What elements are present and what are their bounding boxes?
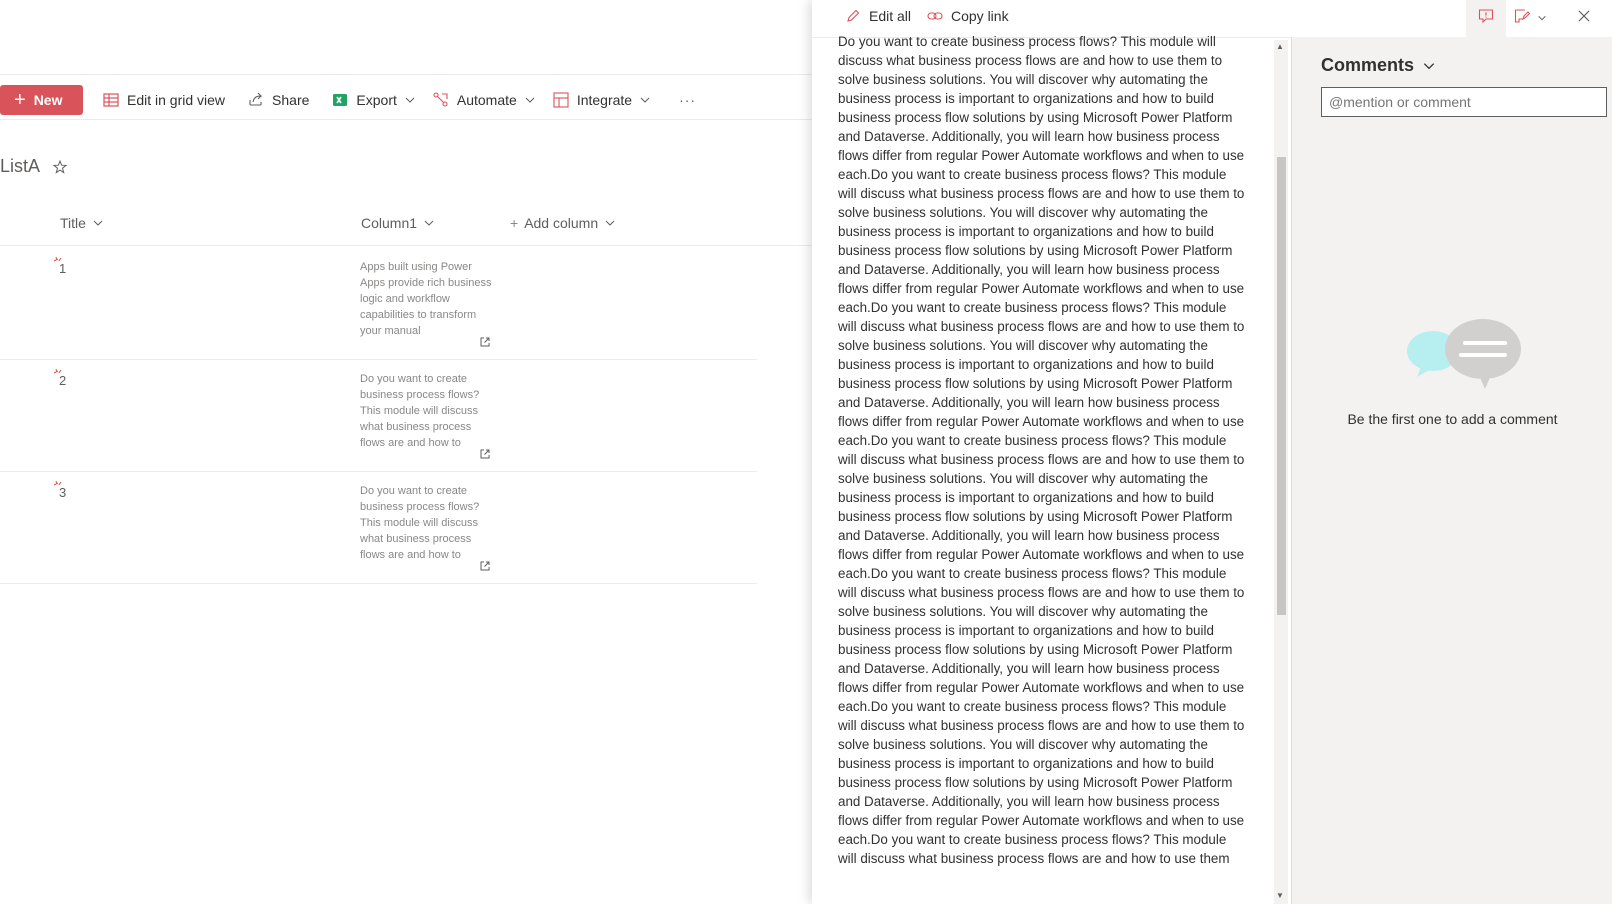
more-commands-button[interactable] <box>679 84 696 116</box>
automate-label: Automate <box>456 92 517 108</box>
scroll-down-arrow[interactable]: ▼ <box>1276 891 1284 900</box>
row-column1-cell: Do you want to create business process flows? This module will discuss what business process flows are and how to <box>360 373 480 449</box>
share-button[interactable] <box>248 84 309 116</box>
scrollbar-thumb[interactable] <box>1277 157 1286 615</box>
row-title: 1 <box>59 261 67 276</box>
empty-comments-text: Be the first one to add a comment <box>1347 411 1558 427</box>
table-row[interactable] <box>0 359 757 472</box>
column-header-label: Column1 <box>361 215 418 231</box>
comments-header[interactable] <box>1321 55 1436 76</box>
chevron-down-icon <box>1422 59 1436 73</box>
edit-grid-view-label: Edit in grid view <box>127 92 226 108</box>
export-button[interactable] <box>332 84 415 116</box>
share-label: Share <box>272 92 310 108</box>
integrate-label: Integrate <box>576 92 633 108</box>
view-options-dropdown[interactable] <box>1528 0 1556 37</box>
plus-icon: + <box>510 215 519 231</box>
chevron-down-icon <box>524 94 536 106</box>
pencil-icon <box>845 8 861 24</box>
edit-all-button[interactable] <box>845 8 911 24</box>
add-column-button[interactable] <box>510 215 616 231</box>
automate-button[interactable] <box>433 84 536 116</box>
toolbar-divider <box>0 119 812 120</box>
more-icon: ··· <box>679 92 697 108</box>
chevron-down-icon <box>423 217 435 229</box>
new-item-icon <box>53 365 63 375</box>
comment-bubbles-illustration <box>1401 317 1525 393</box>
new-button-label: New <box>33 92 63 108</box>
link-icon <box>927 8 943 24</box>
star-icon[interactable] <box>52 159 68 175</box>
chevron-down-icon <box>639 94 651 106</box>
plus-icon: + <box>14 89 26 111</box>
row-title-cell[interactable] <box>59 485 66 500</box>
edit-all-label: Edit all <box>869 8 912 24</box>
comments-pane <box>1291 37 1612 904</box>
new-item-icon <box>53 477 63 487</box>
integrate-button[interactable] <box>553 84 651 116</box>
edit-grid-view-button[interactable] <box>103 84 225 116</box>
scroll-up-arrow[interactable]: ▲ <box>1276 42 1284 51</box>
row-title: 3 <box>59 485 67 500</box>
column-header-column1[interactable] <box>361 215 435 231</box>
row-column1-cell: Apps built using Power Apps provide rich business logic and workflow capabilities to transform your manual <box>360 261 492 337</box>
table-row[interactable] <box>0 247 757 360</box>
open-link-icon[interactable] <box>479 335 491 347</box>
row-title-cell[interactable] <box>59 373 66 388</box>
list-title-text: ListA <box>0 156 41 176</box>
copy-link-label: Copy link <box>951 8 1009 24</box>
command-bar <box>0 80 812 120</box>
row-column1-cell: Do you want to create business process flows? This module will discuss what business process flows are and how to <box>360 485 480 561</box>
open-link-icon[interactable] <box>479 447 491 459</box>
close-button[interactable] <box>1564 0 1604 37</box>
chevron-down-icon <box>604 217 616 229</box>
item-details-panel <box>812 0 1612 904</box>
add-column-label: Add column <box>524 215 599 231</box>
column1-field-value: Do you want to create business process flows? This module will discuss what business process flows are and how to use them to solve business solutions. You will discover why automating the business process is important to organizations and how to build business process flow solutions by using Microsoft Power Platform and Dataverse. Additionally, you will learn how business process flows differ from regular Power Automate workflows and when to use each.Do you want to create business process flows? This module will discuss what business process flows are and how to use them to solve business solutions. You will discover why automating the business process is important to organizations and how to build business process flow solutions by using Microsoft Power Platform and Dataverse. Additionally, you will learn how business process flows differ from regular Power Automate workflows and when to use each.Do you want to create business process flows? This module will discuss what business process flows are and how to use them to solve business solutions. You will discover why automating the business process is important to organizations and how to build business process flow solutions by using Microsoft Power Platform and Dataverse. Additionally, you will learn how business process flows differ from regular Power Automate workflows and when to use each.Do you want to create business process flows? This module will discuss what business process flows are and how to use them to solve business solutions. You will discover why automating the business process is important to organizations and how to build business process flow solutions by using Microsoft Power Platform and Dataverse. Additionally, you will learn how business process flows differ from regular Power Automate workflows and when to use each.Do you want to create business process flows? This module will discuss what business process flows are and how to use them to solve business solutions. You will discover why automating the business process is important to organizations and how to build business process flow solutions by using Microsoft Power Platform and Dataverse. Additionally, you will learn how business process flows differ from regular Power Automate workflows and when to use each.Do you want to create business process flows? This module will discuss what business process flows are and how to use them to solve business solutions. You will discover why automating the business process is important to organizations and how to build business process flow solutions by using Microsoft Power Platform and Dataverse. Additionally, you will learn how business process flows differ from regular Power Automate workflows and when to use each.Do you want to create business process flows? This module will discuss what business process flows are and how to use them <box>838 34 1245 866</box>
table-row[interactable] <box>0 471 757 584</box>
chevron-down-icon <box>404 94 416 106</box>
top-divider <box>0 74 812 75</box>
new-button[interactable] <box>0 85 83 115</box>
header-divider <box>0 245 812 246</box>
close-icon <box>1577 9 1591 28</box>
comments-toggle-button[interactable] <box>1466 0 1506 37</box>
automate-icon <box>433 92 449 108</box>
export-label: Export <box>356 92 397 108</box>
row-title-cell[interactable] <box>59 261 66 276</box>
integrate-icon <box>553 92 569 108</box>
comment-input[interactable] <box>1321 87 1607 117</box>
grid-icon <box>103 92 119 108</box>
comments-title: Comments <box>1321 55 1415 75</box>
chevron-down-icon <box>92 217 104 229</box>
column-header-label: Title <box>60 215 86 231</box>
column-header-title[interactable] <box>60 215 104 231</box>
list-title <box>0 156 68 177</box>
chevron-down-icon <box>1537 10 1547 28</box>
comment-icon <box>1478 8 1494 29</box>
row-title: 2 <box>59 373 67 388</box>
open-link-icon[interactable] <box>479 559 491 571</box>
copy-link-button[interactable] <box>927 8 1009 24</box>
new-item-icon <box>53 253 63 263</box>
share-icon <box>248 92 264 108</box>
excel-icon <box>332 92 348 108</box>
